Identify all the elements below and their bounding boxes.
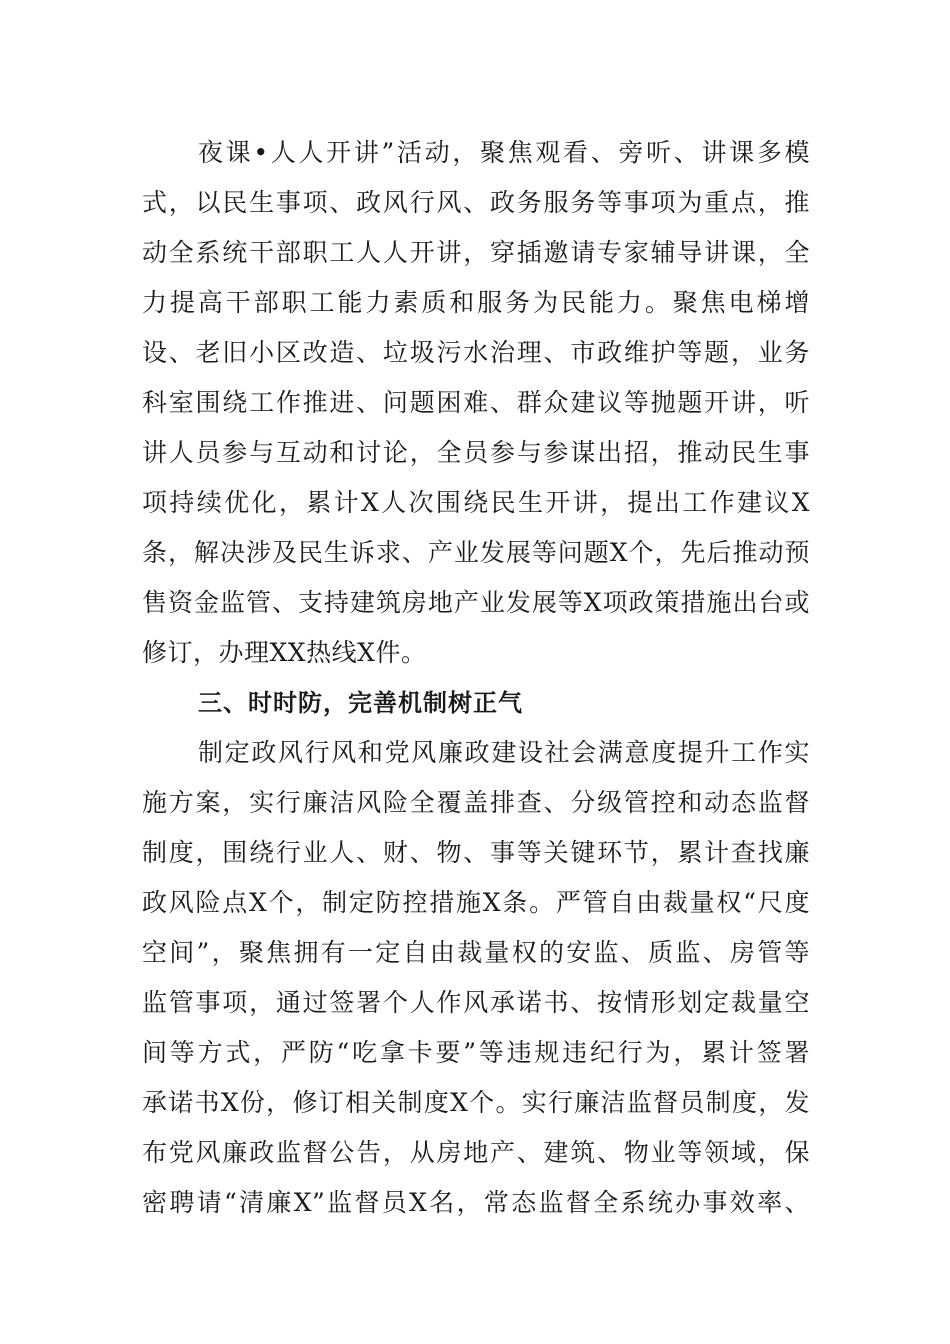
text-line: 售资金监管、支持建筑房地产业发展等X项政策措施出台或 xyxy=(142,588,810,617)
text-line: 力提高干部职工能力素质和服务为民能力。聚焦电梯增 xyxy=(142,288,810,317)
text-line: 式，以民生事项、政风行风、政务服务等事项为重点，推 xyxy=(142,188,810,217)
document-body xyxy=(142,128,810,1228)
text-line: 修订，办理XX热线X件。 xyxy=(142,638,427,667)
text-line: 监管事项，通过签署个人作风承诺书、按情形划定裁量空 xyxy=(142,988,810,1017)
text-line: 讲人员参与互动和讨论，全员参与参谋出招，推动民生事 xyxy=(142,438,810,467)
text-line: 间等方式，严防“吃拿卡要”等违规违纪行为，累计签署 xyxy=(142,1038,810,1067)
text-line: 制度，围绕行业人、财、物、事等关键环节，累计查找廉 xyxy=(142,838,810,867)
text-line: 制定政风行风和党风廉政建设社会满意度提升工作实 xyxy=(198,738,810,767)
text-line: 条，解决涉及民生诉求、产业发展等问题X个，先后推动预 xyxy=(142,538,810,567)
text-line: 空间”，聚焦拥有一定自由裁量权的安监、质监、房管等 xyxy=(142,938,810,967)
text-line: 项持续优化，累计X人次围绕民生开讲，提出工作建议X xyxy=(142,488,810,517)
text-line: 政风险点X个，制定防控措施X条。严管自由裁量权“尺度 xyxy=(142,888,810,917)
text-line: 布党风廉政监督公告，从房地产、建筑、物业等领域，保 xyxy=(142,1138,810,1167)
paragraph-1 xyxy=(142,128,810,678)
text-line: 科室围绕工作推进、问题困难、群众建议等抛题开讲，听 xyxy=(142,388,810,417)
text-line: 设、老旧小区改造、垃圾污水治理、市政维护等题，业务 xyxy=(142,338,810,367)
text-line: 承诺书X份，修订相关制度X个。实行廉洁监督员制度，发 xyxy=(142,1088,810,1117)
text-line: 动全系统干部职工人人开讲，穿插邀请专家辅导讲课，全 xyxy=(142,238,810,267)
text-line: 施方案，实行廉洁风险全覆盖排查、分级管控和动态监督 xyxy=(142,788,810,817)
section-heading: 三、时时防，完善机制树正气 xyxy=(198,689,523,717)
paragraph-2 xyxy=(142,728,810,1228)
text-line: 夜课•人人开讲”活动，聚焦观看、旁听、讲课多模 xyxy=(198,138,810,167)
text-line: 密聘请“清廉X”监督员X名，常态监督全系统办事效率、 xyxy=(142,1188,810,1217)
